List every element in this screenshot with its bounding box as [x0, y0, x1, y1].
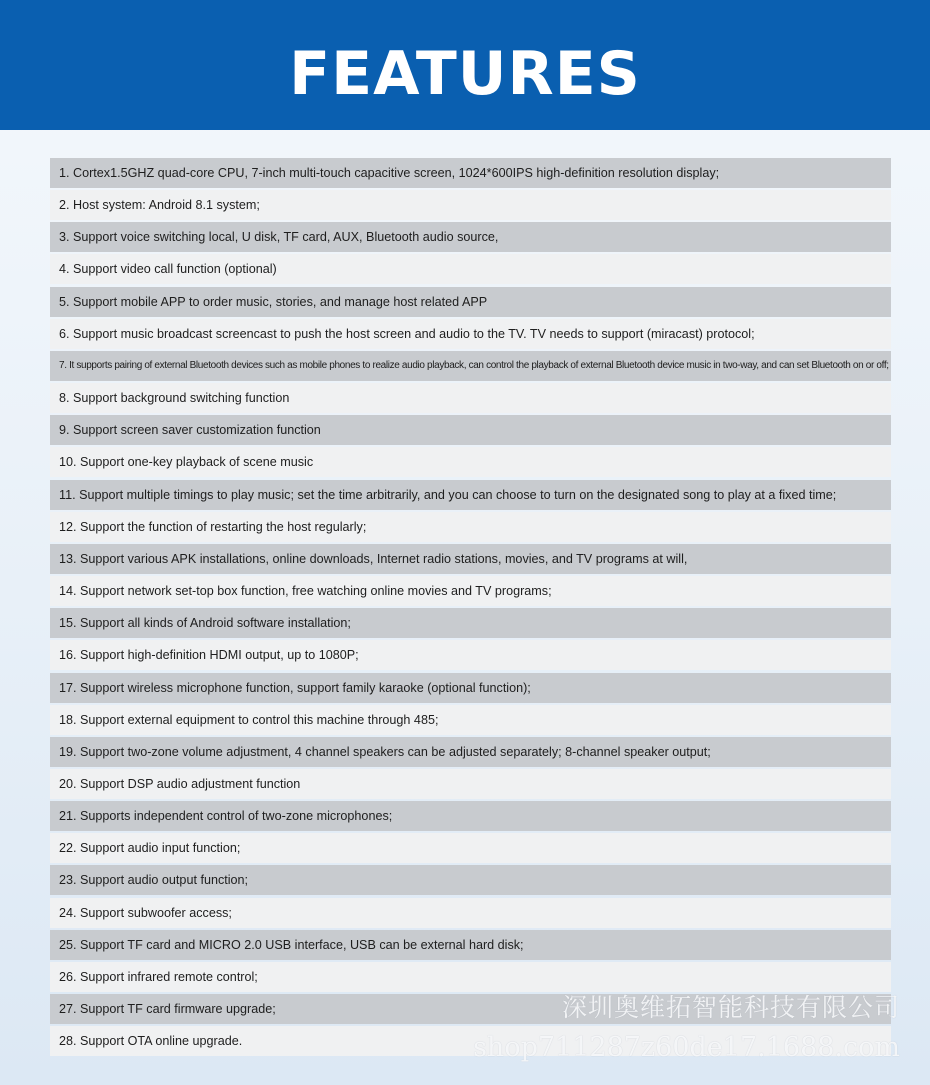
- feature-item: 22. Support audio input function;: [50, 833, 891, 863]
- feature-item: 9. Support screen saver customization function: [50, 415, 891, 445]
- feature-item: 28. Support OTA online upgrade.: [50, 1026, 891, 1056]
- feature-item: 16. Support high-definition HDMI output, up to 1080P;: [50, 640, 891, 670]
- feature-item: 2. Host system: Android 8.1 system;: [50, 190, 891, 220]
- feature-item: 15. Support all kinds of Android software installation;: [50, 608, 891, 638]
- feature-item: 19. Support two-zone volume adjustment, 4 channel speakers can be adjusted separately; 8-channel speaker output;: [50, 737, 891, 767]
- feature-item: 5. Support mobile APP to order music, stories, and manage host related APP: [50, 287, 891, 317]
- feature-item: 17. Support wireless microphone function, support family karaoke (optional function);: [50, 673, 891, 703]
- header-banner: [0, 0, 930, 130]
- feature-item: 13. Support various APK installations, online downloads, Internet radio stations, movies, and TV programs at will,: [50, 544, 891, 574]
- feature-item: 12. Support the function of restarting the host regularly;: [50, 512, 891, 542]
- feature-item: 23. Support audio output function;: [50, 865, 891, 895]
- page-title: FEATURES: [289, 39, 641, 109]
- feature-item: 18. Support external equipment to control this machine through 485;: [50, 705, 891, 735]
- feature-item: 4. Support video call function (optional): [50, 254, 891, 284]
- feature-item: 27. Support TF card firmware upgrade;: [50, 994, 891, 1024]
- feature-item: 25. Support TF card and MICRO 2.0 USB interface, USB can be external hard disk;: [50, 930, 891, 960]
- feature-item: 20. Support DSP audio adjustment function: [50, 769, 891, 799]
- watermark-url: shop711287z60de17.1688.com: [473, 1032, 900, 1063]
- feature-item: 21. Supports independent control of two-zone microphones;: [50, 801, 891, 831]
- feature-item: 11. Support multiple timings to play music; set the time arbitrarily, and you can choose to turn on the designated song to play at a fixed time;: [50, 480, 891, 510]
- feature-item: 6. Support music broadcast screencast to push the host screen and audio to the TV. TV needs to support (miracast) protocol;: [50, 319, 891, 349]
- feature-item: 14. Support network set-top box function, free watching online movies and TV programs;: [50, 576, 891, 606]
- feature-item: 10. Support one-key playback of scene music: [50, 447, 891, 477]
- feature-item: 7. It supports pairing of external Bluetooth devices such as mobile phones to realize audio playback, can control the playback of external Bluetooth device music in two-way, and can set Bluetooth on or off;: [50, 351, 891, 381]
- feature-item: 1. Cortex1.5GHZ quad-core CPU, 7-inch multi-touch capacitive screen, 1024*600IPS high-definition resolution display;: [50, 158, 891, 188]
- feature-item: 24. Support subwoofer access;: [50, 898, 891, 928]
- features-list: [50, 158, 891, 1058]
- feature-item: 26. Support infrared remote control;: [50, 962, 891, 992]
- feature-item: 3. Support voice switching local, U disk, TF card, AUX, Bluetooth audio source,: [50, 222, 891, 252]
- watermark-company: 深圳奥维拓智能科技有限公司: [561, 993, 900, 1022]
- feature-item: 8. Support background switching function: [50, 383, 891, 413]
